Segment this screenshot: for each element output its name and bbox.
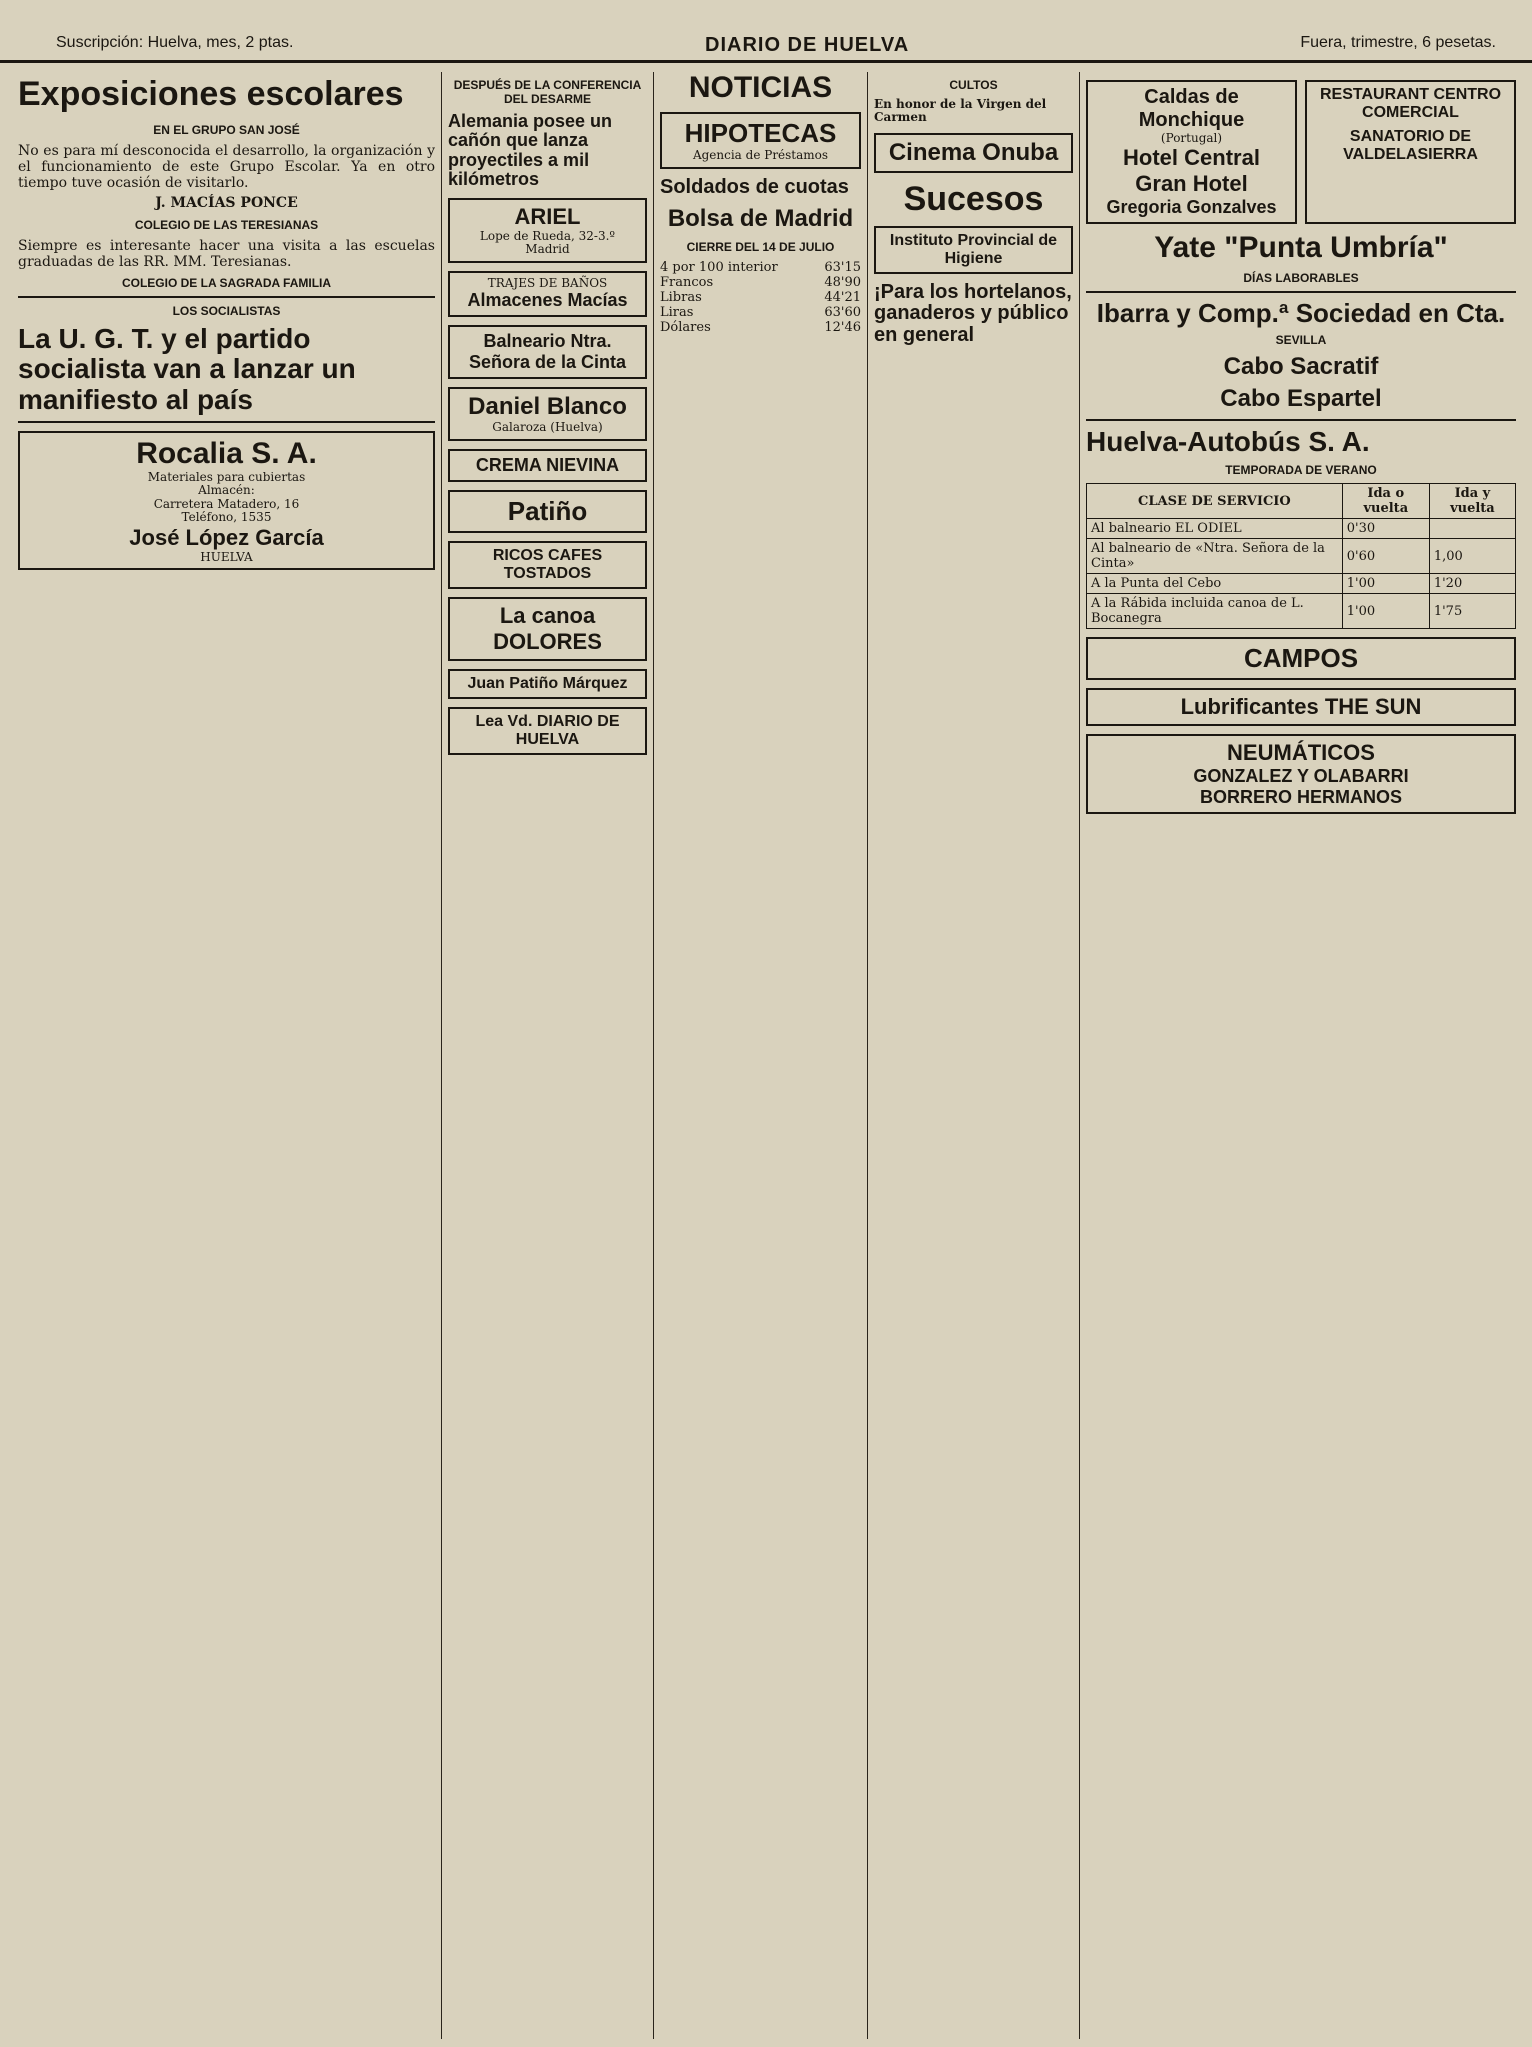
column-2: DESPUÉS DE LA CONFERENCIA DEL DESARME Alemania posee un cañón que lanza proyectiles a mil kilómetros ARIEL Lope de Rueda, 32-3.º Madrid TRAJES DE BAÑOS Almacenes Macías Balneario Ntra. Señora de la Cinta Daniel Blanco Galaroza (Huelva) CREMA NIEVINA Patiño RICOS CAFES TOSTADOS La canoa DOLORES Juan Patiño Márquez Lea Vd. DIARIO DE HUELVA xyxy=(442,72,654,2039)
column-1 xyxy=(12,72,442,2039)
rocalia-ad: Rocalia S. A. Materiales para cubiertas Almacén: Carretera Matadero, 16 Teléfono, 1535 José López García HUELVA xyxy=(18,431,435,570)
section-title: COLEGIO DE LAS TERESIANAS xyxy=(134,217,319,232)
section-title: DESPUÉS DE LA CONFERENCIA DEL DESARME xyxy=(453,78,642,106)
article-text: No es para mí desconocida el desarrollo, la organización y el funcionamiento de este Grupo Escolar. Ya en otro tiempo tuve ocasión de visitarlo. xyxy=(18,142,435,192)
fare-table: CLASE DE SERVICIO Ida o vuelta Ida y vuelta Al balneario EL ODIEL 0'30 Al balneario de «Ntra. Señora de la Cinta» 0'60 1,00 A la Punta del Cebo 1'00 1'20 A la Rábida incluida canoa de L. Bocanegra 1'00 1'75 xyxy=(1086,483,1516,629)
newspaper-name: DIARIO DE HUELVA xyxy=(705,34,910,56)
column-5: Caldas de Monchique (Portugal) Hotel Central Gran Hotel Gregoria Gonzalves RESTAURANT CENTRO COMERCIAL SANATORIO DE VALDELASIERRA Yate "Punta Umbría" DÍAS LABORABLES Ibarra y Comp.ª Sociedad en Cta. SEVILLA Cabo Sacratif Cabo Espartel Huelva-Autobús S. A. TEMPORADA DE VERANO CLASE DE SERVICIO Ida o vuelta Ida y vuelta Al balneario EL ODIEL 0'30 Al balneario de «Ntra. Señora de la Cinta» 0'60 1,00 A la Punta del Cebo 1'00 1'20 A la Rábida incluida canoa de L. Bocanegra 1'00 1'75 CAMPOS Lubrificantes THE SUN NEUMÁTICOS GONZALEZ Y OLABARRI BORRERO HERMANOS xyxy=(1080,72,1522,2039)
headline: Alemania posee un cañón que lanza proyectiles a mil kilómetros xyxy=(448,111,613,190)
stock-row: Liras 63'60 xyxy=(660,305,861,321)
masthead xyxy=(0,0,1532,63)
section-title: COLEGIO DE LA SAGRADA FAMILIA xyxy=(121,276,332,291)
section-title: LOS SOCIALISTAS xyxy=(172,304,281,319)
fare-row: Al balneario de «Ntra. Señora de la Cinta» 0'60 1,00 xyxy=(1087,539,1516,574)
stock-row: Libras 44'21 xyxy=(660,290,861,306)
stock-row: Francos 48'90 xyxy=(660,275,861,291)
article-title: Exposiciones escolares xyxy=(18,75,404,113)
article-text: Siempre es interesante hacer una visita a las escuelas graduadas de las RR. MM. Teresianas. xyxy=(18,237,435,270)
signature: J. MACÍAS PONCE xyxy=(155,195,298,212)
fare-row: A la Punta del Cebo 1'00 1'20 xyxy=(1087,574,1516,594)
article-subtitle: EN EL GRUPO SAN JOSÉ xyxy=(153,122,300,137)
stock-row: 4 por 100 interior 63'15 xyxy=(660,260,861,276)
price-text: Fuera, trimestre, 6 pesetas. xyxy=(1300,34,1496,51)
column-4: CULTOS En honor de la Virgen del Carmen Cinema Onuba Sucesos Instituto Provincial de Higiene ¡Para los hortelanos, ganaderos y público en general xyxy=(868,72,1080,2039)
fare-row: A la Rábida incluida canoa de L. Bocanegra 1'00 1'75 xyxy=(1087,594,1516,629)
headline: La U. G. T. y el partido socialista van a lanzar un manifiesto al país xyxy=(18,323,356,415)
column-3: NOTICIAS HIPOTECAS Agencia de Préstamos Soldados de cuotas Bolsa de Madrid CIERRE DEL 14 DE JULIO 4 por 100 interior 63'15 Francos 48'90 Libras 44'21 Liras 63'60 Dólares 12'46 xyxy=(654,72,868,2039)
subscription-text: Suscripción: Huelva, mes, 2 ptas. xyxy=(56,34,294,51)
fare-row: Al balneario EL ODIEL 0'30 xyxy=(1087,519,1516,539)
stock-row: Dólares 12'46 xyxy=(660,320,861,336)
